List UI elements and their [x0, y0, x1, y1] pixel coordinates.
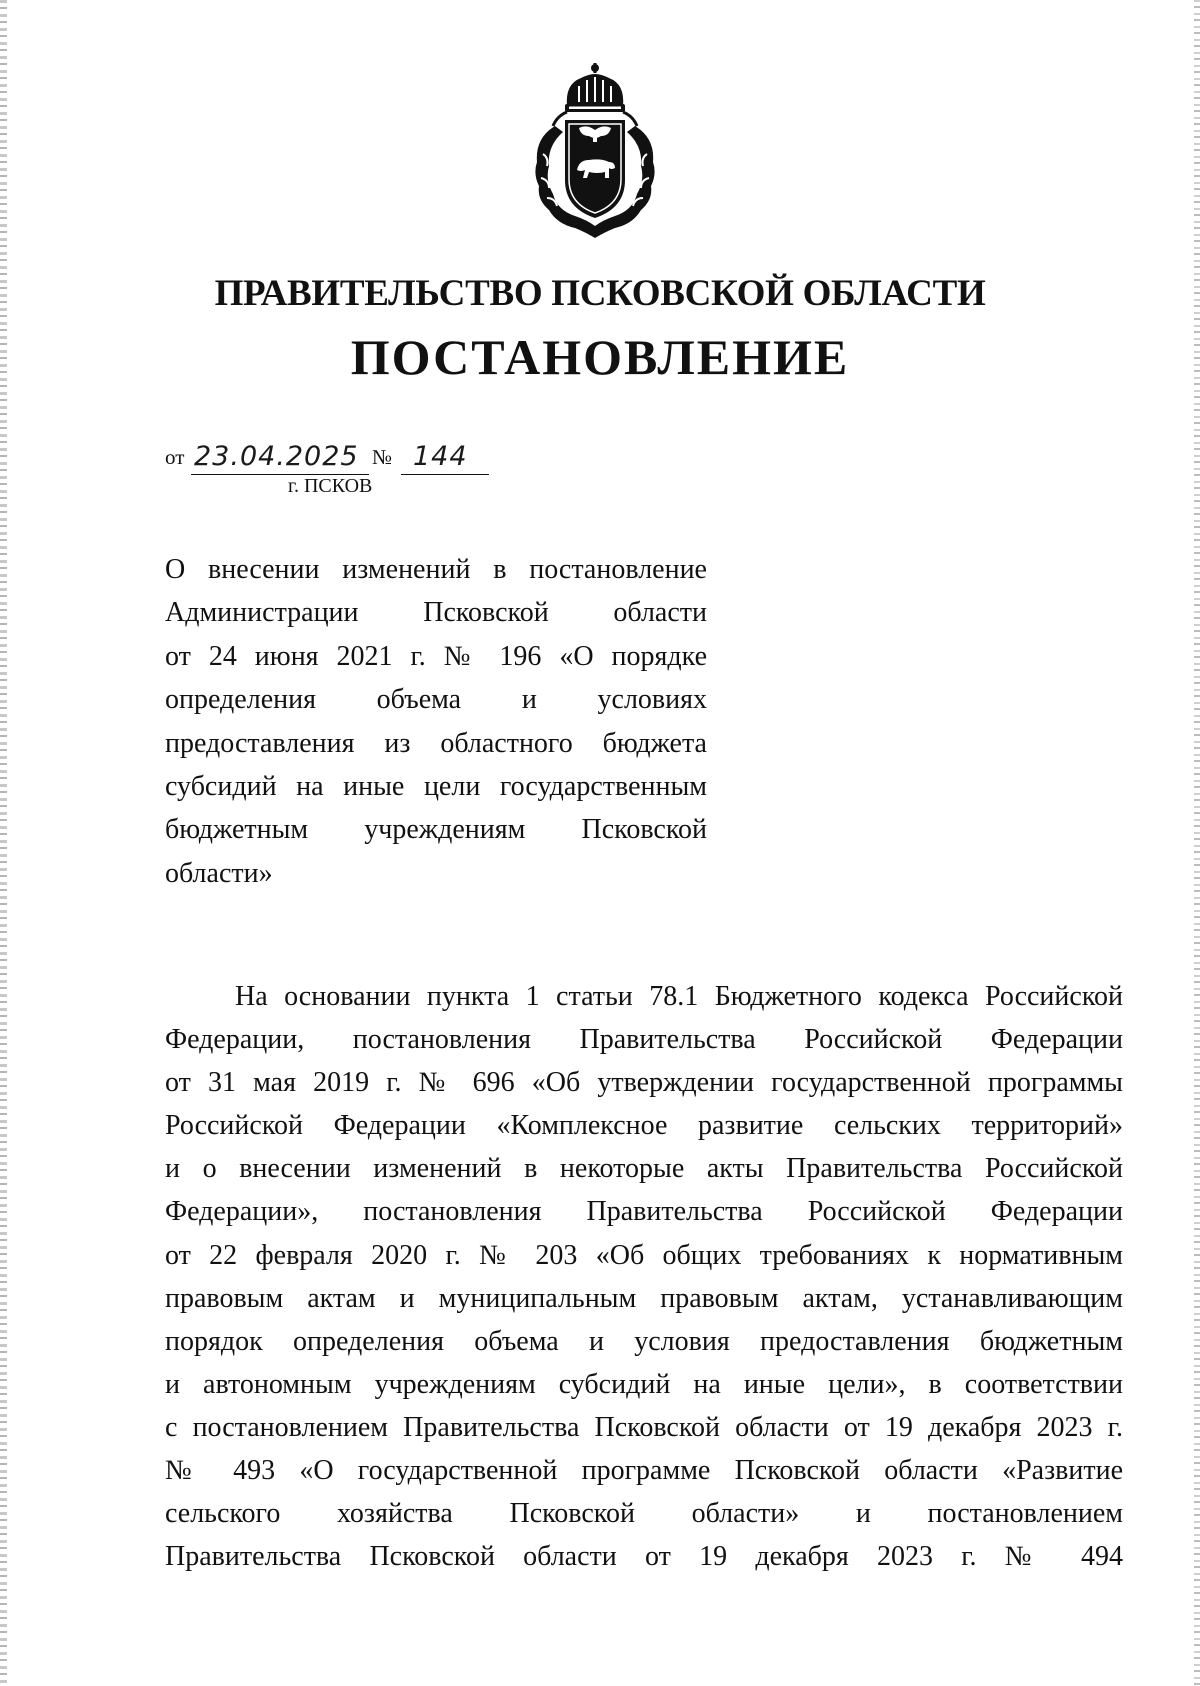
number-underline	[401, 474, 489, 475]
body-line: с постановлением Правительства Псковской области от 19 декабря 2023 г.	[165, 1411, 1123, 1443]
document-type-heading: ПОСТАНОВЛЕНИЕ	[350, 329, 850, 385]
body-line: и автономным учреждениям субсидий на иные цели», в соответствии	[165, 1368, 1123, 1400]
subject-line: предоставления из областного бюджета	[165, 727, 707, 759]
scan-edge-left	[0, 0, 7, 1686]
body-line: № 493 «О государственной программе Псковской области «Развитие	[165, 1455, 1123, 1487]
document-requisites-line	[165, 443, 525, 475]
city-label: г. ПСКОВ	[288, 475, 373, 497]
number-prefix-label: №	[372, 445, 393, 469]
subject-line: бюджетным учреждениям Псковской	[165, 814, 707, 846]
organization-title: ПРАВИТЕЛЬСТВО ПСКОВСКОЙ ОБЛАСТИ	[214, 273, 986, 314]
handwritten-number: 144	[413, 441, 468, 472]
subject-line: от 24 июня 2021 г. № 196 «О порядке	[165, 640, 707, 672]
document-body	[165, 975, 1123, 1578]
subject-line: субсидий на иные цели государственным	[165, 771, 707, 803]
scan-edge-right	[1194, 0, 1200, 1686]
document-subject	[165, 548, 707, 895]
coat-of-arms-emblem	[527, 62, 663, 240]
body-line: от 31 мая 2019 г. № 696 «Об утверждении государственной программы	[165, 1067, 1123, 1099]
body-line: сельского хозяйства Псковской области» и постановлением	[165, 1498, 1123, 1530]
subject-line: Администрации Псковской области	[165, 597, 707, 629]
handwritten-date: 23.04.2025	[194, 441, 359, 472]
body-line: На основании пункта 1 статьи 78.1 Бюджетного кодекса Российской	[235, 981, 1123, 1012]
body-line: Федерации, постановления Правительства Российской Федерации	[165, 1024, 1123, 1056]
shield-icon	[565, 120, 625, 218]
subject-line: определения объема и условиях	[165, 684, 707, 716]
subject-line: О внесении изменений в постановление	[165, 554, 707, 585]
subject-line: области»	[165, 857, 273, 889]
body-line: Российской Федерации «Комплексное развитие сельских территорий»	[165, 1110, 1123, 1142]
body-line: порядок определения объема и условия предоставления бюджетным	[165, 1325, 1123, 1357]
date-prefix-label: от	[165, 445, 185, 469]
body-line: и о внесении изменений в некоторые акты Правительства Российской	[165, 1153, 1123, 1185]
body-line: от 22 февраля 2020 г. № 203 «Об общих требованиях к нормативным	[165, 1239, 1123, 1271]
body-line: Правительства Псковской области от 19 декабря 2023 г. № 494	[165, 1541, 1123, 1573]
body-line: Федерации», постановления Правительства Российской Федерации	[165, 1196, 1123, 1228]
body-line: правовым актам и муниципальным правовым актам, устанавливающим	[165, 1282, 1123, 1314]
crown-icon	[565, 63, 625, 112]
